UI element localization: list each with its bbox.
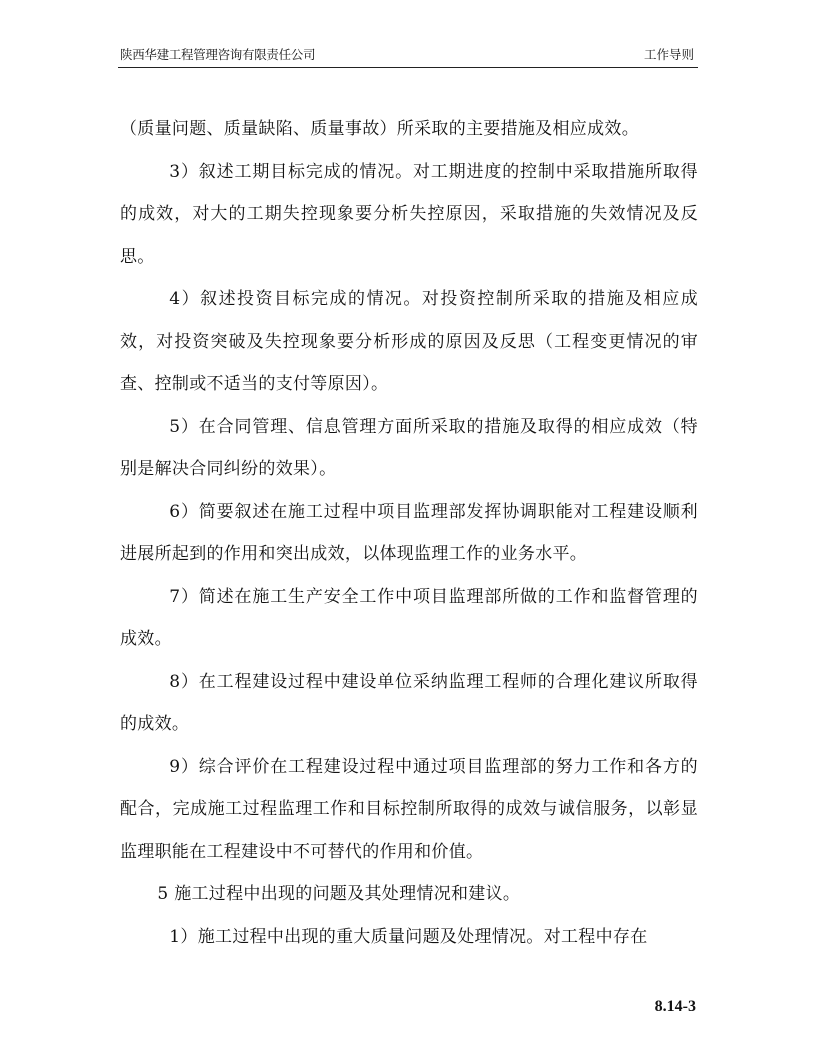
paragraph-item-8: 8）在工程建设过程中建设单位采纳监理工程师的合理化建议所取得的成效。 (120, 671, 698, 734)
paragraph-item-1: 1）施工过程中出现的重大质量问题及处理情况。对工程中存在 (169, 926, 648, 947)
paragraph-item-5: 5）在合同管理、信息管理方面所采取的措施及取得的相应成效（特别是解决合同纠纷的效果）。 (120, 416, 698, 479)
paragraph-item-7: 7）简述在施工生产安全工作中项目监理部所做的工作和监督管理的成效。 (120, 586, 698, 649)
header-company-name: 陕西华建工程管理咨询有限责任公司 (120, 47, 316, 62)
section-heading-5: 5 施工过程中出现的问题及其处理情况和建议。 (157, 884, 521, 904)
paragraph-item-3: 3）叙述工期目标完成的情况。对工期进度的控制中采取措施所取得的成效，对大的工期失控现象要分析失控原因，采取措施的失效情况及反思。 (120, 161, 698, 267)
header-section-title: 工作导则 (643, 47, 694, 62)
page-header (118, 47, 698, 68)
paragraph-item-9: 9）综合评价在工程建设过程中通过项目监理部的努力工作和各方的配合，完成施工过程监理工作和目标控制所取得的成效与诚信服务，以彰显监理职能在工程建设中不可替代的作用和价值。 (120, 756, 698, 862)
paragraph-continuation: （质量问题、质量缺陷、质量事故）所采取的主要措施及相应成效。 (120, 119, 639, 139)
paragraph-item-6: 6）简要叙述在施工过程中项目监理部发挥协调职能对工程建设顺利进展所起到的作用和突出成效，以体现监理工作的业务水平。 (120, 501, 698, 564)
paragraph-item-4: 4）叙述投资目标完成的情况。对投资控制所采取的措施及相应成效，对投资突破及失控现象要分析形成的原因及反思（工程变更情况的审查、控制或不适当的支付等原因）。 (120, 289, 698, 394)
page-number: 8.14-3 (654, 998, 696, 1015)
document-body (120, 108, 698, 958)
